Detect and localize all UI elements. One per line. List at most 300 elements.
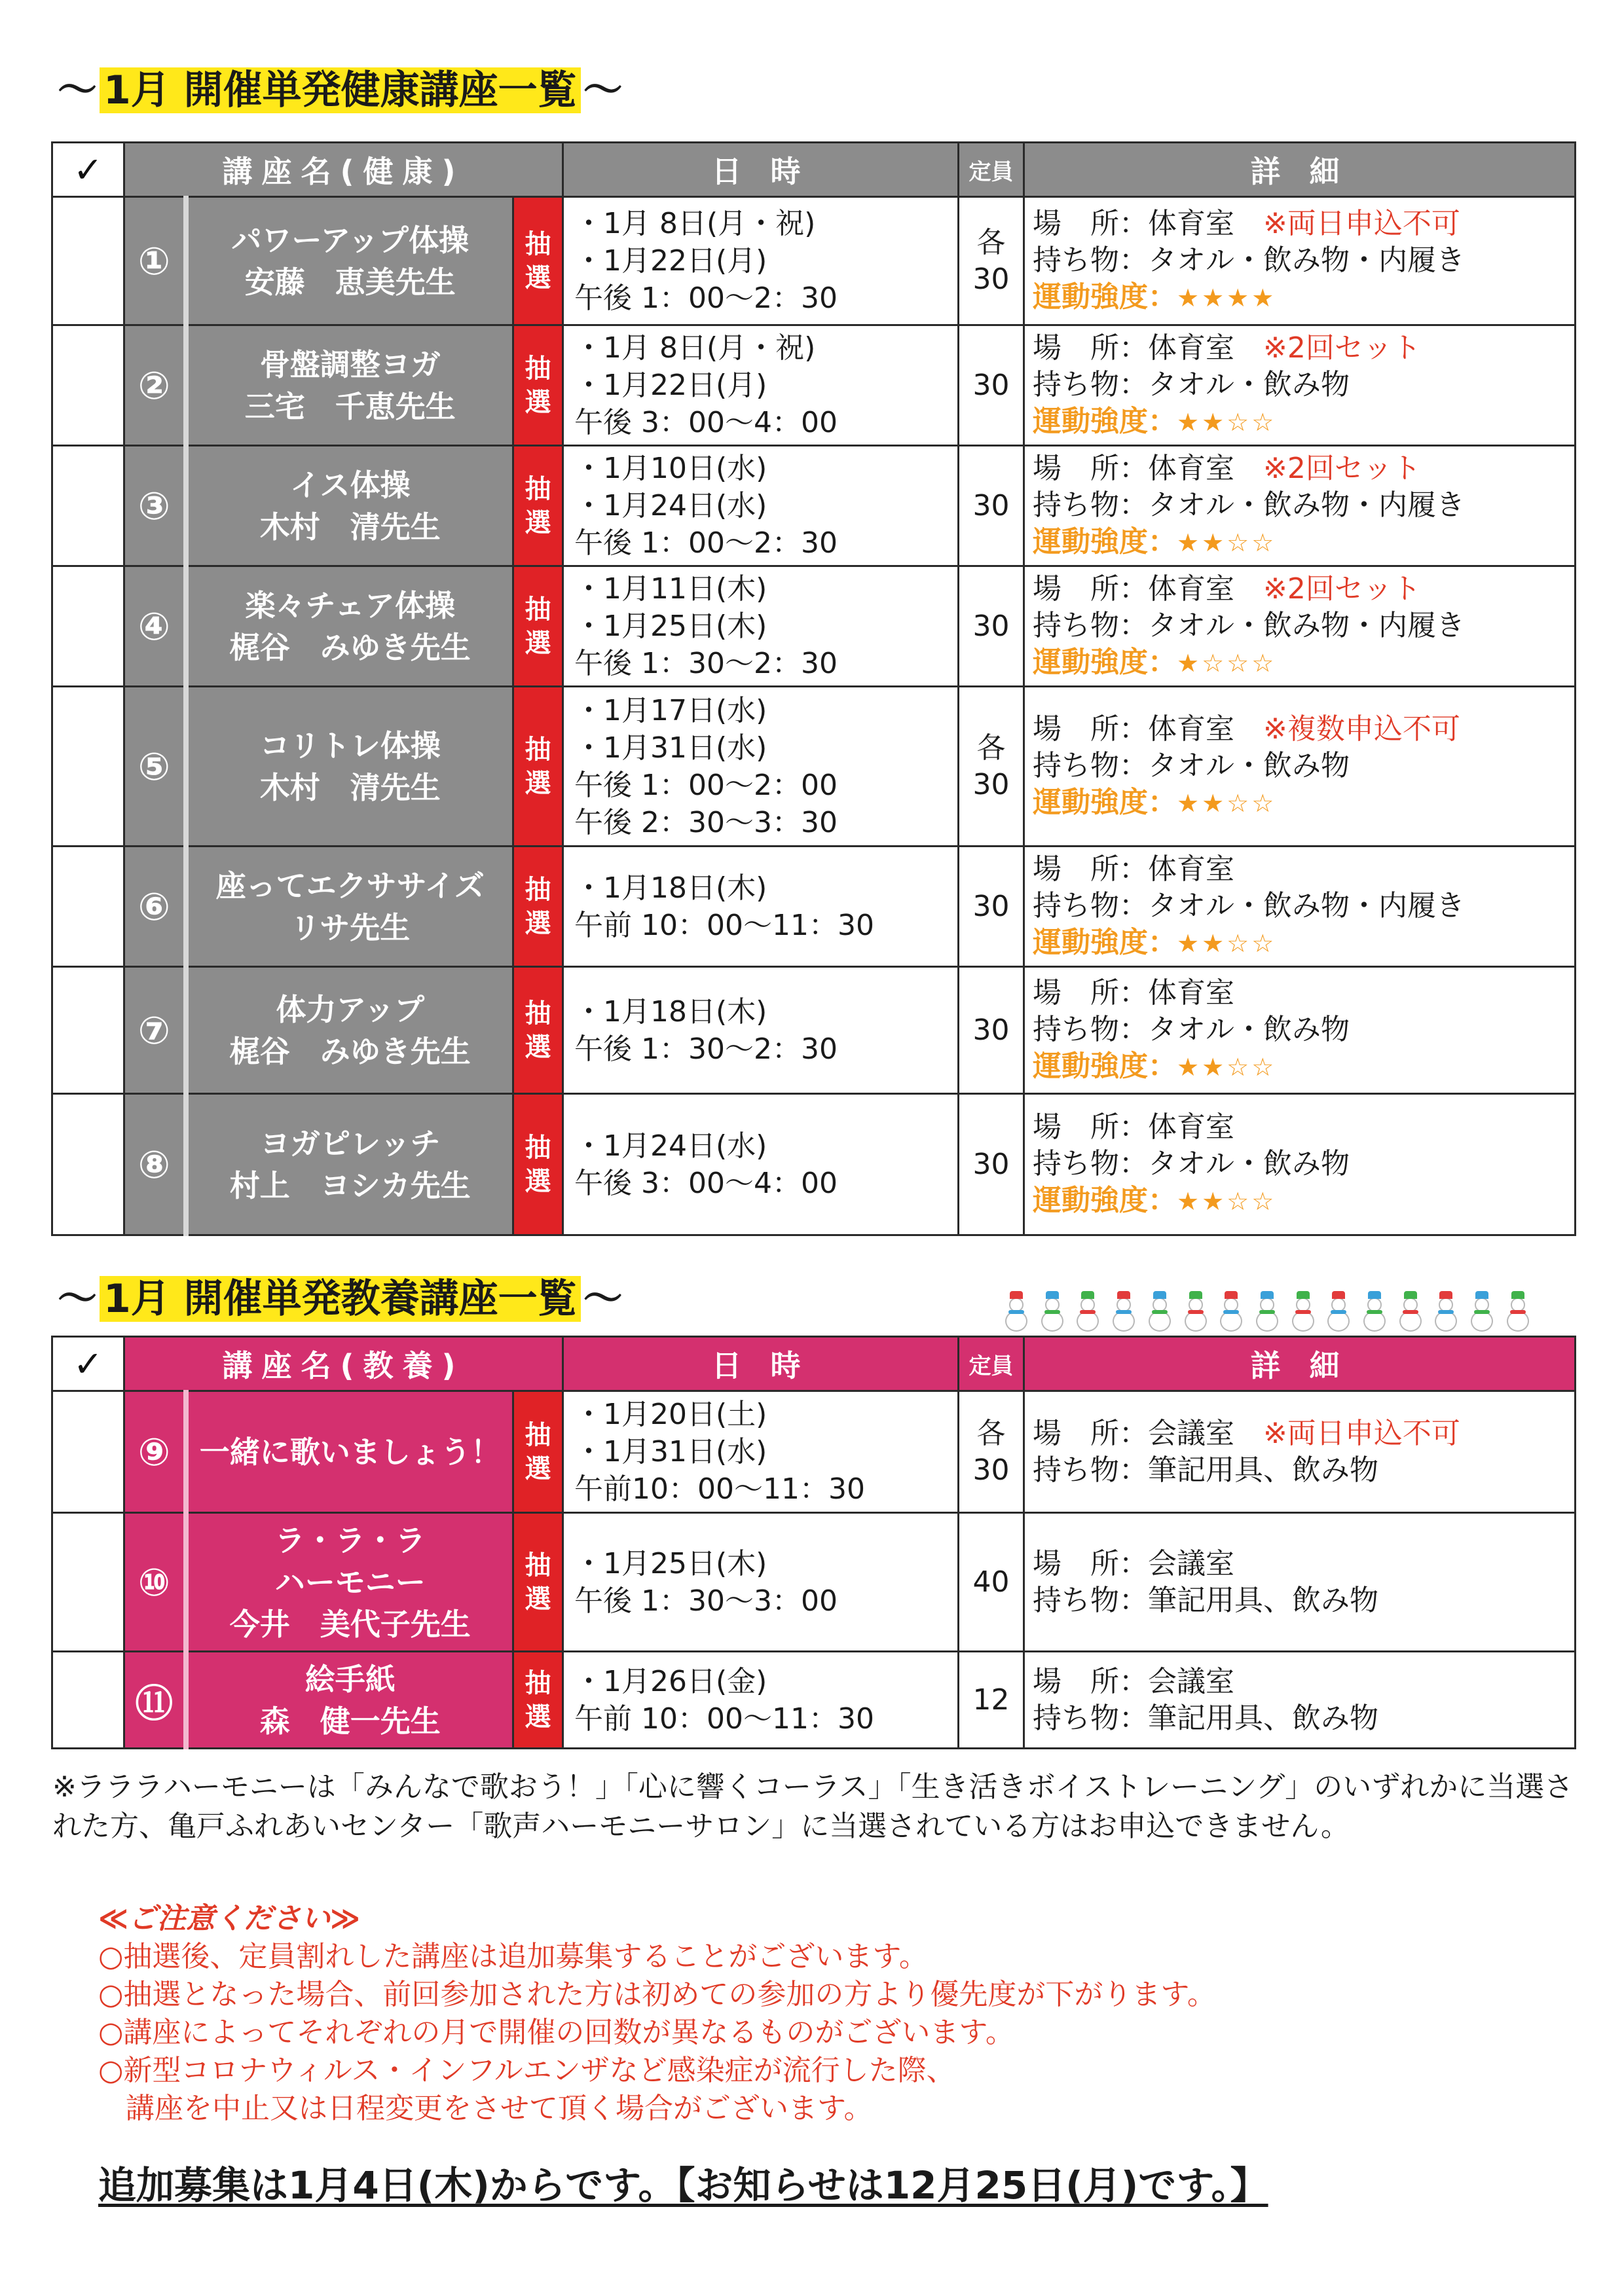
- course-name-line: 一緒に歌いましょう！: [199, 1434, 501, 1470]
- place-text: 場 所：体育室: [1033, 331, 1235, 365]
- course-name: [186, 1652, 513, 1749]
- place-line: [1033, 711, 1574, 748]
- culture-course-table: [51, 1336, 1576, 1749]
- lottery-badge: [513, 687, 563, 847]
- date-line: 午前 10：00～11：30: [574, 908, 874, 942]
- snowman-icon: [1073, 1291, 1102, 1332]
- date-line: 午前10：00～11：30: [574, 1472, 865, 1506]
- date-line: ・1月22日(月): [574, 369, 767, 402]
- course-detail: [1024, 325, 1576, 446]
- place-text: 場 所：体育室: [1033, 712, 1235, 746]
- culture-section-title: ～ 1月 開催単発教養講座一覧 ～: [58, 1276, 623, 1322]
- course-title: 骨盤調整ヨガ: [259, 346, 441, 382]
- course-name: [186, 1513, 513, 1652]
- course-teacher: 三宅 千恵先生: [244, 388, 456, 424]
- snowman-icon: [1467, 1291, 1496, 1332]
- course-row: [52, 1513, 1576, 1652]
- date-line: 午後 1：00～2：30: [574, 282, 838, 315]
- course-capacity: [959, 1652, 1024, 1749]
- course-title: 座ってエクササイズ: [215, 867, 485, 903]
- check-box[interactable]: [52, 446, 124, 566]
- course-capacity: [959, 1391, 1024, 1513]
- snowman-hat: [1404, 1291, 1417, 1299]
- date-line: 午後 3：00～4：00: [574, 1166, 838, 1200]
- capacity-value: 各: [976, 1416, 1006, 1450]
- course-name-header: 講座名(健康): [124, 143, 563, 197]
- course-datetime: [563, 1652, 959, 1749]
- intensity-label: 運動強度：: [1033, 646, 1177, 679]
- intensity-line: [1033, 784, 1574, 822]
- course-detail: [1024, 967, 1576, 1094]
- snowman-icon: [1396, 1291, 1425, 1332]
- course-note: ※2回セット: [1263, 331, 1421, 365]
- lottery-char: 選: [525, 387, 551, 418]
- course-row: [52, 967, 1576, 1094]
- lottery-badge: [513, 1513, 563, 1652]
- items-line: 持ち物：タオル・飲み物: [1033, 1013, 1350, 1046]
- place-text: 場 所：体育室: [1033, 1110, 1235, 1144]
- course-detail: [1024, 847, 1576, 967]
- place-line: [1033, 206, 1574, 242]
- place-line: [1033, 1546, 1574, 1582]
- snowman-hat: [1261, 1291, 1274, 1299]
- course-title: パワーアップ体操: [231, 222, 469, 258]
- intensity-stars: ★☆☆☆: [1177, 649, 1277, 678]
- course-name: [186, 566, 513, 687]
- lottery-char: 抽: [525, 1667, 551, 1698]
- intensity-stars: ★★☆☆: [1177, 1053, 1277, 1082]
- intensity-line: [1033, 644, 1574, 682]
- course-datetime: [563, 566, 959, 687]
- items-line: 持ち物：タオル・飲み物: [1033, 368, 1350, 401]
- course-note: ※両日申込不可: [1263, 207, 1460, 240]
- check-box[interactable]: [52, 566, 124, 687]
- course-datetime: [563, 847, 959, 967]
- lottery-char: 抽: [525, 353, 551, 384]
- items-line: 持ち物：タオル・飲み物: [1033, 1147, 1350, 1180]
- snowman-hat: [1511, 1291, 1524, 1299]
- lottery-char: 抽: [525, 874, 551, 905]
- snowman-hat: [1439, 1291, 1452, 1299]
- items-line: 持ち物：タオル・飲み物: [1033, 749, 1350, 782]
- course-teacher: リサ先生: [290, 909, 411, 945]
- lottery-badge: [513, 197, 563, 325]
- course-detail: [1024, 1094, 1576, 1235]
- course-name: [186, 197, 513, 325]
- snowman-hat: [1297, 1291, 1310, 1299]
- course-name-header: 講座名(教養): [124, 1337, 563, 1391]
- snowman-hat: [1475, 1291, 1488, 1299]
- intensity-line: [1033, 1182, 1574, 1220]
- course-detail: [1024, 687, 1576, 847]
- place-line: [1033, 1109, 1574, 1146]
- course-datetime: [563, 446, 959, 566]
- intensity-label: 運動強度：: [1033, 1184, 1177, 1217]
- intensity-label: 運動強度：: [1033, 405, 1177, 438]
- date-line: ・1月18日(木): [574, 871, 767, 905]
- course-name: [186, 967, 513, 1094]
- snowman-hat: [1081, 1291, 1094, 1299]
- date-line: 午後 1：00～2：30: [574, 526, 838, 560]
- date-line: ・1月 8日(月・祝): [574, 331, 816, 365]
- snowman-scarf: [1188, 1310, 1204, 1314]
- caution-item: ○講座によってそれぞれの月で開催の回数が異なるものがございます。: [98, 2016, 1014, 2049]
- lottery-char: 抽: [525, 473, 551, 504]
- intensity-stars: ★★☆☆: [1177, 408, 1277, 437]
- lottery-char: 抽: [525, 1132, 551, 1163]
- course-capacity: [959, 566, 1024, 687]
- course-capacity: [959, 687, 1024, 847]
- snowman-icon: [1002, 1291, 1031, 1332]
- course-name-line: 森 健一先生: [259, 1703, 441, 1739]
- course-capacity: [959, 1094, 1024, 1235]
- check-box[interactable]: [52, 1391, 124, 1513]
- lottery-badge: [513, 325, 563, 446]
- course-datetime: [563, 687, 959, 847]
- course-title: イス体操: [289, 467, 411, 503]
- date-line: ・1月17日(水): [574, 693, 767, 727]
- lottery-badge: [513, 967, 563, 1094]
- course-capacity: [959, 967, 1024, 1094]
- check-box[interactable]: [52, 1094, 124, 1235]
- lottery-char: 選: [525, 908, 551, 939]
- datetime-header: 日 時: [563, 1337, 959, 1391]
- snowman-icon: [1324, 1291, 1353, 1332]
- course-name-line: ハーモニー: [274, 1564, 426, 1600]
- course-capacity: [959, 325, 1024, 446]
- snowman-hat: [1225, 1291, 1238, 1299]
- snowman-icon: [1217, 1291, 1246, 1332]
- caution-heading: ≪ご注意ください≫: [98, 1902, 361, 1935]
- snowman-scarf: [1295, 1310, 1311, 1314]
- course-title: 楽々チェア体操: [245, 587, 456, 623]
- date-line: ・1月24日(水): [574, 489, 767, 522]
- place-text: 場 所：体育室: [1033, 852, 1235, 886]
- place-line: [1033, 1664, 1574, 1700]
- lottery-badge: [513, 1094, 563, 1235]
- items-line: 持ち物：筆記用具、飲み物: [1033, 1453, 1379, 1487]
- course-name: [186, 687, 513, 847]
- course-detail: [1024, 446, 1576, 566]
- check-box[interactable]: [52, 325, 124, 446]
- check-box[interactable]: [52, 197, 124, 325]
- snowman-hat: [1117, 1291, 1130, 1299]
- snowman-scarf: [1367, 1310, 1382, 1314]
- intensity-stars: ★★☆☆: [1177, 789, 1277, 818]
- course-teacher: 安藤 恵美先生: [244, 264, 456, 300]
- course-teacher: 梶谷 みゆき先生: [229, 1033, 471, 1069]
- snowman-icon: [1038, 1291, 1067, 1332]
- intensity-stars: ★★☆☆: [1177, 1187, 1277, 1216]
- snowman-scarf: [1116, 1310, 1132, 1314]
- course-teacher: 梶谷 みゆき先生: [229, 629, 471, 665]
- course-name-line: ラ・ラ・ラ: [274, 1522, 426, 1558]
- course-name-line: 絵手紙: [304, 1661, 396, 1697]
- course-number: ⑤: [124, 687, 186, 847]
- course-row: [52, 847, 1576, 967]
- course-number: ⑥: [124, 847, 186, 967]
- place-text: 場 所：体育室: [1033, 452, 1235, 485]
- course-datetime: [563, 1391, 959, 1513]
- lottery-badge: [513, 1391, 563, 1513]
- lottery-char: 選: [525, 768, 551, 799]
- snowman-hat: [1046, 1291, 1059, 1299]
- snowman-hat: [1153, 1291, 1166, 1299]
- detail-header: 詳 細: [1024, 1337, 1576, 1391]
- date-line: ・1月31日(水): [574, 1435, 767, 1468]
- intensity-label: 運動強度：: [1033, 926, 1177, 959]
- snowman-scarf: [1008, 1310, 1024, 1314]
- date-line: ・1月 8日(月・祝): [574, 207, 816, 240]
- place-line: [1033, 330, 1574, 367]
- caution-item-continuation: 講座を中止又は日程変更をさせて頂く場合がございます。: [126, 2092, 873, 2125]
- date-line: ・1月10日(水): [574, 452, 767, 485]
- snowman-scarf: [1152, 1310, 1168, 1314]
- items-line: 持ち物：タオル・飲み物・内履き: [1033, 244, 1466, 277]
- date-line: 午前 10：00～11：30: [574, 1702, 874, 1736]
- course-datetime: [563, 197, 959, 325]
- capacity-value: 各: [976, 225, 1006, 259]
- course-number: ⑦: [124, 967, 186, 1094]
- intensity-label: 運動強度：: [1033, 1049, 1177, 1083]
- course-row: [52, 566, 1576, 687]
- intensity-line: [1033, 924, 1574, 962]
- course-row: [52, 687, 1576, 847]
- items-line: 持ち物：タオル・飲み物・内履き: [1033, 488, 1466, 522]
- caution-item: ○新型コロナウィルス・インフルエンザなど感染症が流行した際、: [98, 2054, 955, 2087]
- items-line: 持ち物：筆記用具、飲み物: [1033, 1701, 1379, 1735]
- course-number: ③: [124, 446, 186, 566]
- snowman-scarf: [1080, 1310, 1096, 1314]
- date-line: ・1月31日(水): [574, 731, 767, 765]
- date-line: 午後 1：30～3：00: [574, 1584, 838, 1618]
- datetime-header: 日 時: [563, 143, 959, 197]
- place-line: [1033, 571, 1574, 608]
- items-line: 持ち物：タオル・飲み物・内履き: [1033, 609, 1466, 642]
- snowman-icon: [1145, 1291, 1174, 1332]
- lottery-char: 選: [525, 507, 551, 538]
- course-detail: [1024, 1513, 1576, 1652]
- course-row: [52, 446, 1576, 566]
- course-capacity: [959, 197, 1024, 325]
- snowman-scarf: [1474, 1310, 1490, 1314]
- snowman-scarf: [1044, 1310, 1060, 1314]
- course-row: [52, 1652, 1576, 1749]
- intensity-line: [1033, 1048, 1574, 1085]
- snowman-decoration: [1002, 1285, 1532, 1332]
- items-line: 持ち物：タオル・飲み物・内履き: [1033, 889, 1466, 922]
- lottery-char: 選: [525, 1702, 551, 1732]
- check-box[interactable]: [52, 1652, 124, 1749]
- course-detail: [1024, 197, 1576, 325]
- course-name: [186, 446, 513, 566]
- snowman-hat: [1368, 1291, 1381, 1299]
- place-text: 場 所：体育室: [1033, 976, 1235, 1010]
- health-course-table: [51, 141, 1576, 1236]
- course-number: ②: [124, 325, 186, 446]
- place-line: [1033, 975, 1574, 1011]
- intensity-label: 運動強度：: [1033, 525, 1177, 558]
- capacity-value: 30: [972, 1013, 1010, 1047]
- snowman-scarf: [1331, 1310, 1346, 1314]
- course-number: ①: [124, 197, 186, 325]
- snowman-icon: [1431, 1291, 1460, 1332]
- check-box[interactable]: [52, 967, 124, 1094]
- course-name: [186, 1094, 513, 1235]
- snowman-hat: [1189, 1291, 1202, 1299]
- snowman-scarf: [1438, 1310, 1454, 1314]
- capacity-header: 定員: [959, 143, 1024, 197]
- lottery-char: 選: [525, 1166, 551, 1197]
- lottery-badge: [513, 1652, 563, 1749]
- date-line: ・1月26日(金): [574, 1664, 767, 1698]
- date-line: ・1月24日(水): [574, 1129, 767, 1163]
- course-number: ⑨: [124, 1391, 186, 1513]
- date-line: ・1月22日(月): [574, 244, 767, 278]
- harmony-footnote: ※ラララハーモニーは「みんなで歌おう！」「心に響くコーラス」「生き活きボイストレーニング」のいずれかに当選された方、亀戸ふれあいセンター「歌声ハーモニーサロン」に当選されている方はお申込できません。: [52, 1770, 1574, 1843]
- course-number: ④: [124, 566, 186, 687]
- place-text: 場 所：会議室: [1033, 1416, 1235, 1450]
- snowman-scarf: [1403, 1310, 1418, 1314]
- course-teacher: 木村 清先生: [259, 769, 441, 805]
- snowman-icon: [1360, 1291, 1389, 1332]
- capacity-value: 30: [972, 1453, 1010, 1487]
- capacity-value: 40: [972, 1565, 1010, 1599]
- course-title: 体力アップ: [276, 991, 425, 1027]
- capacity-value: 30: [972, 262, 1010, 296]
- capacity-value: 各: [976, 731, 1006, 765]
- course-title: コリトレ体操: [259, 727, 441, 763]
- snowman-icon: [1253, 1291, 1282, 1332]
- check-box[interactable]: [52, 1513, 124, 1652]
- lottery-badge: [513, 446, 563, 566]
- lottery-char: 抽: [525, 594, 551, 625]
- date-line: 午後 1：30～2：30: [574, 647, 838, 680]
- check-box[interactable]: [52, 687, 124, 847]
- date-line: ・1月20日(土): [574, 1398, 767, 1431]
- course-name: [186, 847, 513, 967]
- course-note: ※両日申込不可: [1263, 1416, 1460, 1450]
- intensity-label: 運動強度：: [1033, 786, 1177, 819]
- caution-item: ○抽選後、定員割れした講座は追加募集することがございます。: [98, 1940, 928, 1973]
- course-title: ヨガピレッチ: [259, 1125, 441, 1161]
- capacity-value: 30: [972, 889, 1010, 923]
- capacity-header: 定員: [959, 1337, 1024, 1391]
- place-text: 場 所：体育室: [1033, 207, 1235, 240]
- course-number: ⑧: [124, 1094, 186, 1235]
- date-line: ・1月25日(木): [574, 610, 767, 643]
- intensity-line: [1033, 403, 1574, 441]
- date-line: 午後 3：00～4：00: [574, 406, 838, 439]
- capacity-value: 12: [972, 1683, 1010, 1717]
- items-line: 持ち物：筆記用具、飲み物: [1033, 1583, 1379, 1617]
- place-text: 場 所：会議室: [1033, 1546, 1235, 1580]
- intensity-line: [1033, 524, 1574, 561]
- snowman-hat: [1010, 1291, 1023, 1299]
- intensity-stars: ★★☆☆: [1177, 929, 1277, 958]
- health-section-title: ～ 1月 開催単発健康講座一覧 ～: [58, 67, 623, 113]
- date-line: 午後 2：30～3：30: [574, 805, 838, 839]
- course-name-line: 今井 美代子先生: [229, 1606, 471, 1642]
- lottery-char: 選: [525, 1032, 551, 1063]
- course-number: ⑩: [124, 1513, 186, 1652]
- intensity-stars: ★★★★: [1177, 283, 1277, 312]
- snowman-scarf: [1510, 1310, 1526, 1314]
- course-capacity: [959, 446, 1024, 566]
- capacity-value: 30: [972, 368, 1010, 402]
- health-title-text: 1月 開催単発健康講座一覧: [100, 67, 581, 113]
- date-line: 午後 1：00～2：00: [574, 768, 838, 802]
- course-number: ⑪: [124, 1652, 186, 1749]
- course-row: [52, 1391, 1576, 1513]
- lottery-char: 抽: [525, 734, 551, 765]
- snowman-icon: [1289, 1291, 1318, 1332]
- capacity-value: 30: [972, 1147, 1010, 1181]
- course-detail: [1024, 566, 1576, 687]
- course-capacity: [959, 1513, 1024, 1652]
- lottery-char: 抽: [525, 1550, 551, 1580]
- lottery-char: 選: [525, 1584, 551, 1614]
- course-note: ※複数申込不可: [1263, 712, 1460, 746]
- check-header: ✓: [52, 1337, 124, 1391]
- lottery-badge: [513, 847, 563, 967]
- snowman-scarf: [1223, 1310, 1239, 1314]
- course-datetime: [563, 325, 959, 446]
- lottery-char: 選: [525, 628, 551, 659]
- course-teacher: 村上 ヨシカ先生: [229, 1167, 471, 1203]
- capacity-value: 30: [972, 767, 1010, 801]
- course-capacity: [959, 847, 1024, 967]
- course-teacher: 木村 清先生: [259, 509, 441, 545]
- capacity-value: 30: [972, 609, 1010, 643]
- lottery-char: 抽: [525, 1419, 551, 1450]
- place-text: 場 所：会議室: [1033, 1664, 1235, 1698]
- place-line: [1033, 450, 1574, 487]
- detail-header: 詳 細: [1024, 143, 1576, 197]
- lottery-char: 抽: [525, 228, 551, 259]
- course-row: [52, 1094, 1576, 1235]
- lottery-badge: [513, 566, 563, 687]
- intensity-label: 運動強度：: [1033, 280, 1177, 314]
- snowman-scarf: [1259, 1310, 1275, 1314]
- course-row: [52, 197, 1576, 325]
- lottery-char: 選: [525, 263, 551, 293]
- date-line: ・1月25日(木): [574, 1546, 767, 1580]
- course-datetime: [563, 1513, 959, 1652]
- culture-title-text: 1月 開催単発教養講座一覧: [100, 1276, 581, 1322]
- additional-recruitment-notice: 追加募集は1月4日(木)からです。【お知らせは12月25日(月)です。】: [98, 2163, 1268, 2208]
- date-line: ・1月18日(木): [574, 994, 767, 1029]
- course-detail: [1024, 1652, 1576, 1749]
- snowman-icon: [1181, 1291, 1210, 1332]
- lottery-char: 抽: [525, 998, 551, 1029]
- place-text: 場 所：体育室: [1033, 572, 1235, 606]
- course-datetime: [563, 967, 959, 1094]
- check-header: ✓: [52, 143, 124, 197]
- course-name: [186, 325, 513, 446]
- course-note: ※2回セット: [1263, 572, 1421, 606]
- course-name: [186, 1391, 513, 1513]
- course-datetime: [563, 1094, 959, 1235]
- lottery-char: 選: [525, 1453, 551, 1484]
- course-row: [52, 325, 1576, 446]
- snowman-icon: [1109, 1291, 1138, 1332]
- date-line: 午後 1：30～2：30: [574, 1032, 838, 1066]
- course-detail: [1024, 1391, 1576, 1513]
- check-box[interactable]: [52, 847, 124, 967]
- capacity-value: 30: [972, 488, 1010, 522]
- snowman-hat: [1332, 1291, 1345, 1299]
